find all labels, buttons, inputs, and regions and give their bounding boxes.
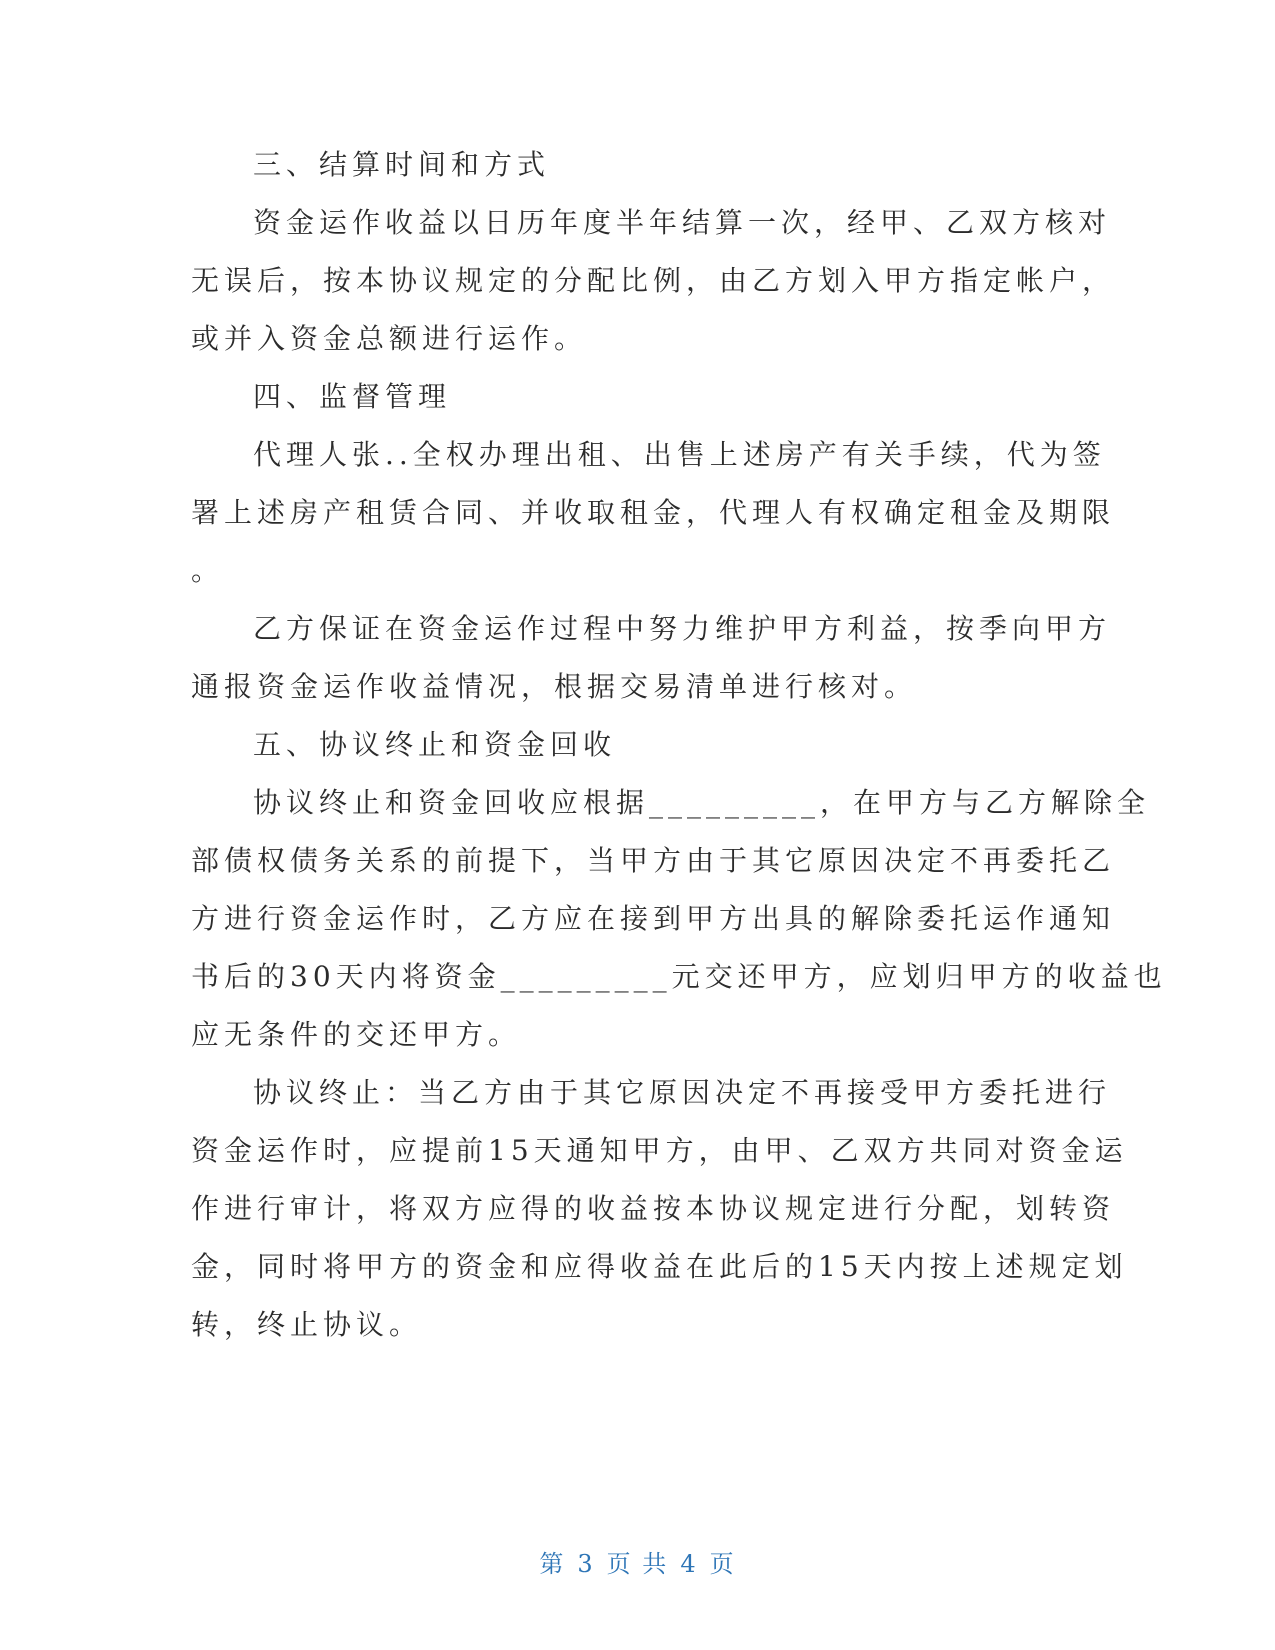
paragraph-line: 转，终止协议。 — [191, 1308, 423, 1341]
paragraph-line: 通报资金运作收益情况，根据交易清单进行核对。 — [191, 670, 918, 703]
footer-label-page: 第 — [539, 1550, 566, 1578]
footer-total-pages: 4 — [680, 1550, 698, 1578]
paragraph-line: 无误后，按本协议规定的分配比例，由乙方划入甲方指定帐户， — [191, 264, 1116, 297]
page-footer — [0, 1544, 1275, 1579]
section-heading-settlement: 三、结算时间和方式 — [253, 148, 551, 181]
paragraph-line: 部债权债务关系的前提下，当甲方由于其它原因决定不再委托乙 — [191, 844, 1116, 877]
paragraph-line: 乙方保证在资金运作过程中努力维护甲方利益，按季向甲方 — [253, 612, 1112, 645]
paragraph-line: 或并入资金总额进行运作。 — [191, 322, 588, 355]
paragraph-line: 协议终止和资金回收应根据_________，在甲方与乙方解除全 — [253, 786, 1151, 819]
paragraph-line: 。 — [191, 554, 225, 587]
paragraph-line: 金，同时将甲方的资金和应得收益在此后的15天内按上述规定划 — [191, 1250, 1128, 1283]
paragraph-line: 应无条件的交还甲方。 — [191, 1018, 522, 1051]
paragraph-line: 资金运作时，应提前15天通知甲方，由甲、乙双方共同对资金运 — [191, 1134, 1128, 1167]
paragraph-line: 书后的30天内将资金_________元交还甲方，应划归甲方的收益也 — [191, 960, 1167, 993]
paragraph-line: 方进行资金运作时，乙方应在接到甲方出具的解除委托运作通知 — [191, 902, 1116, 935]
paragraph-line: 署上述房产租赁合同、并收取租金，代理人有权确定租金及期限 — [191, 496, 1116, 529]
paragraph-line: 协议终止：当乙方由于其它原因决定不再接受甲方委托进行 — [253, 1076, 1112, 1109]
footer-label-of: 页 共 — [606, 1550, 669, 1578]
footer-current-page: 3 — [577, 1550, 595, 1578]
section-heading-supervision: 四、监督管理 — [253, 380, 452, 413]
footer-label-end: 页 — [709, 1550, 736, 1578]
paragraph-line: 代理人张..全权办理出租、出售上述房产有关手续，代为签 — [253, 438, 1106, 471]
section-heading-termination: 五、协议终止和资金回收 — [253, 728, 617, 761]
paragraph-line: 资金运作收益以日历年度半年结算一次，经甲、乙双方核对 — [253, 206, 1112, 239]
paragraph-line: 作进行审计，将双方应得的收益按本协议规定进行分配，划转资 — [191, 1192, 1116, 1225]
